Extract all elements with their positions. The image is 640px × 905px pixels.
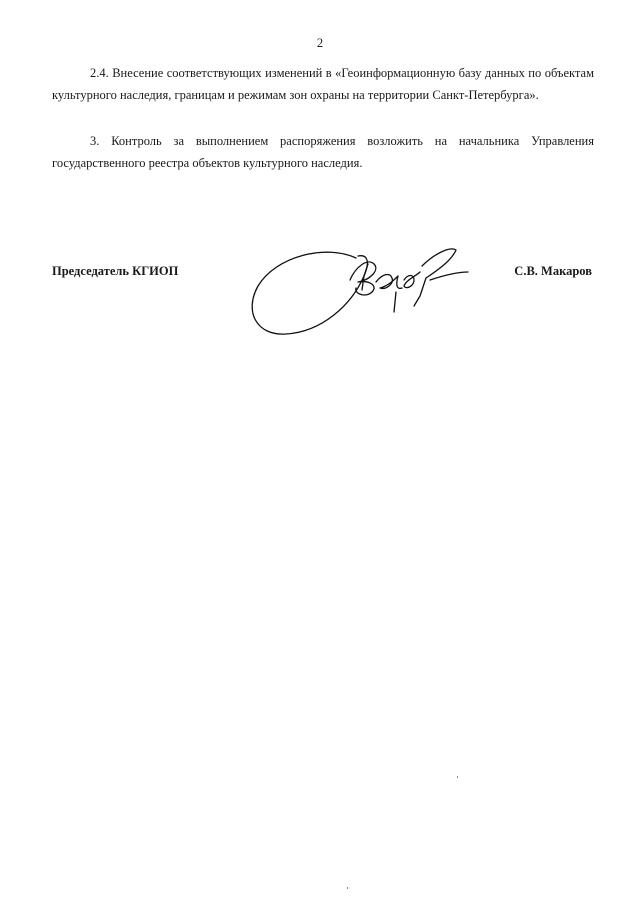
handwritten-signature bbox=[246, 236, 476, 346]
scan-speck bbox=[347, 887, 348, 889]
paragraph-2-4: 2.4. Внесение соответствующих изменений в «Геоинформационную базу данных по объектам культурного наследия, границам и режимам зон охраны на территории Санкт-Петербурга». bbox=[52, 66, 594, 102]
page-number: 2 bbox=[316, 36, 324, 50]
signatory-name: С.В. Макаров bbox=[514, 264, 592, 278]
signatory-title: Председатель КГИОП bbox=[52, 264, 179, 278]
paragraph-3: 3. Контроль за выполнением распоряжения возложить на начальника Управления государственного реестра объектов культурного наследия. bbox=[52, 134, 594, 170]
scan-speck bbox=[457, 776, 458, 778]
